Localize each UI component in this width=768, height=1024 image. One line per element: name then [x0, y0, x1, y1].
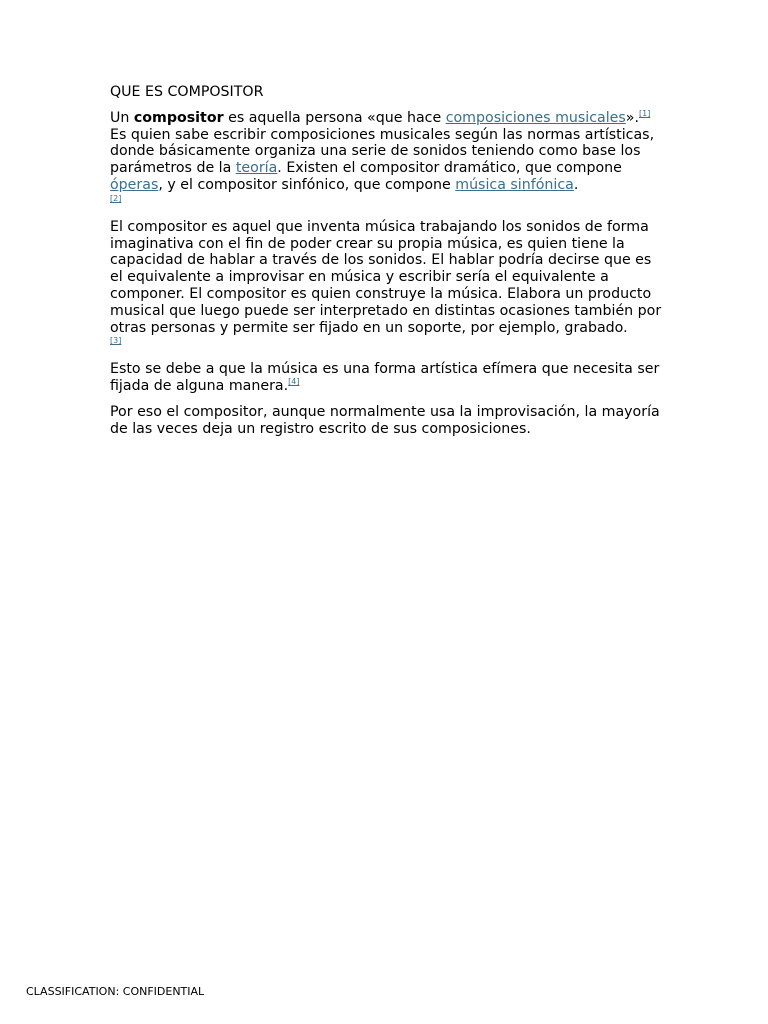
paragraph-3 [110, 361, 662, 395]
text-run: Esto se debe a que la música es una forma artística efímera que necesita ser fijada de alguna manera. [110, 361, 660, 395]
link-composiciones-musicales[interactable]: composiciones musicales [445, 109, 626, 126]
classification-footer: CLASSIFICATION: CONFIDENTIAL [26, 985, 205, 998]
text-run: Es quien sabe escribir composiciones musicales según las normas artísticas, donde básicamente organiza una serie de sonidos teniendo como base los parámetros de la [110, 126, 655, 177]
text-run: ». [625, 109, 639, 126]
text-run: es aquella persona «que hace [223, 109, 446, 126]
link-operas[interactable]: óperas [110, 176, 159, 193]
text-run: . Existen el compositor dramático, que compone [277, 160, 622, 177]
page-title: QUE ES COMPOSITOR [110, 84, 264, 100]
paragraph-4 [110, 404, 662, 438]
footnote-ref-3[interactable]: [3] [110, 336, 122, 346]
footnote-ref-4[interactable]: [4] [288, 377, 300, 387]
link-musica-sinfonica[interactable]: música sinfónica [455, 176, 574, 193]
footnote-ref-2[interactable]: [2] [110, 193, 122, 203]
text-run: . [573, 176, 579, 193]
text-run: , y el compositor sinfónico, que compone [158, 176, 456, 193]
text-run: Un [110, 109, 134, 126]
text-run: Por eso el compositor, aunque normalmente usa la improvisación, la mayoría de las veces deja un registro escrito de sus composiciones. [110, 403, 660, 437]
paragraph-1 [110, 110, 662, 194]
paragraph-2 [110, 219, 662, 337]
bold-term: compositor [133, 109, 224, 126]
text-run: El compositor es aquel que inventa música trabajando los sonidos de forma imaginativa con el fin de poder crear su propia música, es quien tiene la capacidad de hablar a través de los sonidos. El hablar podría decirse que es el equivalente a improvisar en música y escribir sería el equivalente a componer. El compositor es quien construye la música. Elabora un producto musical que luego puede ser interpretado en distintas ocasiones también por otras personas y permite ser fijado en un soporte, por ejemplo, grabado. [110, 218, 662, 336]
footnote-ref-1[interactable]: [1] [638, 108, 651, 118]
link-teoria[interactable]: teoría [235, 160, 278, 177]
document-body [110, 84, 662, 447]
